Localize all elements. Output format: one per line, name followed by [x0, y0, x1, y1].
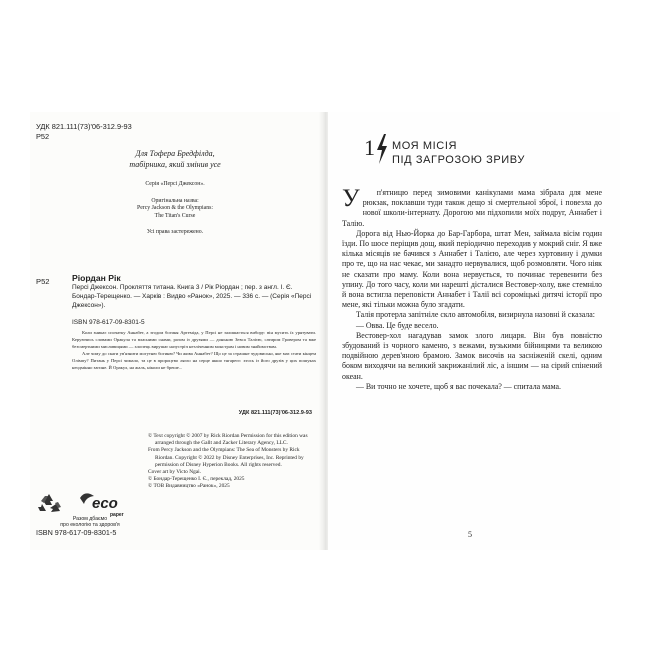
udk-classification-bottom: УДК 821.111(73)'06-312.9-93: [238, 410, 312, 416]
eco-caption-line: Разом дбаємо: [72, 516, 108, 522]
author-name: Ріордан Рік: [72, 273, 121, 283]
bibliographic-record: Персі Джексон. Прокляття титана. Книга 3 / Рік Ріордан ; пер. з англ. І. Є. Бондар-Терещенко. — Харків : Видво «Ранок», 2025. — 336 с. — (Серія «Персі Джексон»).: [72, 284, 312, 309]
original-title-label: Оригінальна назва:: [151, 198, 199, 204]
annotation: [72, 329, 316, 371]
original-title-line: Percy Jackson & the Olympians:: [137, 205, 213, 212]
paragraph: — Ви точно не хочете, щоб я вас почекала? — спитала мама.: [356, 381, 562, 391]
copyright-line: Cover art by Victo Ngai.: [148, 469, 202, 476]
chapter-title: [392, 139, 525, 167]
dedication-line: Для Тофера Бредфілда,: [135, 149, 215, 158]
original-title-line: The Titan's Curse: [154, 212, 196, 219]
left-page: [30, 112, 322, 550]
eco-paper-icon: [80, 493, 124, 518]
eco-logo-word: eco: [92, 495, 118, 512]
paragraph-text: п'ятницю перед зимовими канікулами мама зібрала для мене рюкзак, поклавши туди також дещо зі смертельної зброї, і повезла до нової школи-інтернату. Дорогою ми підхопили моїх подруг, Аннабет і Талію.: [342, 188, 602, 228]
chapter-title-line: ПІД ЗАГРОЗОЮ ЗРИВУ: [392, 154, 525, 166]
copyright-line: © ТОВ Видавництво «Ранок», 2025: [148, 483, 230, 490]
copyright-line: © Бондар-Терещенко І. Є., переклад, 2025: [148, 476, 245, 483]
isbn-bottom: ISBN 978-617-09-8301-5: [36, 528, 117, 537]
paragraph: — Овва. Це буде весело.: [356, 320, 439, 330]
series-line: Серія «Персі Джексон».: [145, 181, 205, 187]
eco-logos: [36, 490, 136, 530]
recycle-icon: [38, 494, 61, 512]
bbk-code: Р52: [36, 132, 50, 141]
page-number: 5: [468, 530, 472, 539]
eco-caption-line: про екологію та здоров'я: [60, 522, 120, 529]
paragraph: Талія протерла запітніле скло автомобіля, визирнула назовні й сказала:: [356, 310, 595, 320]
author-code: Р52: [36, 277, 50, 286]
copyright-line: © Text copyright © 2007 by Rick Riordan Permission for this edition was arranged through the Gallt and Zacker Literary Agency, LLC.: [148, 433, 308, 447]
annotation-paragraph: Але чому до скаги ув'язнити могутню богиню? Чи жива Аннабет? Що це за страшне чудовисько, яке має стати кінцем Олімпу? Питань у Персі чимало, та це в пророцтво лягло на серце якшо тягареєє: хтось із його друзів у цих пошуках неодмінно загине. Й Оракул, на жаль, ніколи не бреше...: [72, 351, 316, 370]
dedication-line: табірника, який змінив усе: [129, 160, 221, 169]
udk-code: УДК 821.111(73)'06-312.9-93: [36, 122, 132, 131]
lightning-bolt-icon: [375, 134, 389, 164]
dedication: [70, 148, 280, 170]
original-title: [70, 198, 280, 220]
isbn-main: ISBN 978-617-09-8301-5: [72, 319, 145, 326]
chapter-title-line: МОЯ МІСІЯ: [392, 140, 458, 152]
chapter-body: [342, 185, 602, 392]
drop-cap: У: [342, 185, 360, 212]
udk-classification-top: [36, 122, 132, 142]
annotation-paragraph: Коли зникає спочатку Аннабет, а згодом богиня Артеміда, у Персі не залишається вибору: він мусить їх урятувати. Керуючись словами Оракула та власними снами, разом із друзями — донькою Зевса Талією, сатиром Гровером та вже безсмертними мисливицями — хлопець вирушає назустріч незліченним монстрам і новим знайомствам.: [72, 330, 316, 349]
paragraph: [342, 185, 602, 229]
chapter-heading: [364, 132, 594, 172]
right-page: [328, 112, 620, 550]
eco-logo-subword: paper: [110, 512, 124, 518]
book-spread: [30, 112, 620, 550]
eco-caption: [50, 516, 130, 529]
paragraph: Дорога від Нью-Йорка до Бар-Гарбора, штат Мен, займала вісім годин їзди. По шосе періщив дощ, який періодично переходив у мокрий сніг. Я вже кілька місяців не бачився з Аннабет і Талією, але через хуртовину і думки про те, що на нас чекає, ми занадто нервувалися, щоб розмовляти. Чого ніяк не сказати про маму. Коли вона нервується, то починає теревенити без упину. До того часу, коли ми нарешті дісталися Вестовер-холу, вже стемніло й вона встигла переповісти Аннабет і Талії всі сороміцькі дитячі історії про мене, які тільки можна було згадати.: [342, 228, 602, 310]
copyright-line: From Percy Jackson and the Olympians: The Sea of Monsters by Rick Riordan. Copyright © 2022 by Disney Enterprises, Inc. Reprinted by permission of Disney Hyperion Books. All rights reserved.: [148, 447, 304, 468]
chapter-number: 1: [364, 135, 375, 160]
rights-notice: Усі права застережено.: [146, 229, 204, 235]
copyright-block: [148, 433, 316, 491]
paragraph: Вестовер-хол нагадував замок злого лицаря. Він був повністю збудований із чорного каменю, з вежами, вузькими бійницями та великою подвійною дерев'яною брамою. Замок височів на засніженій скелі, одним боком виходячи на великий закрижанілий ліс, а іншим — на сірий спінений океан.: [342, 330, 602, 381]
